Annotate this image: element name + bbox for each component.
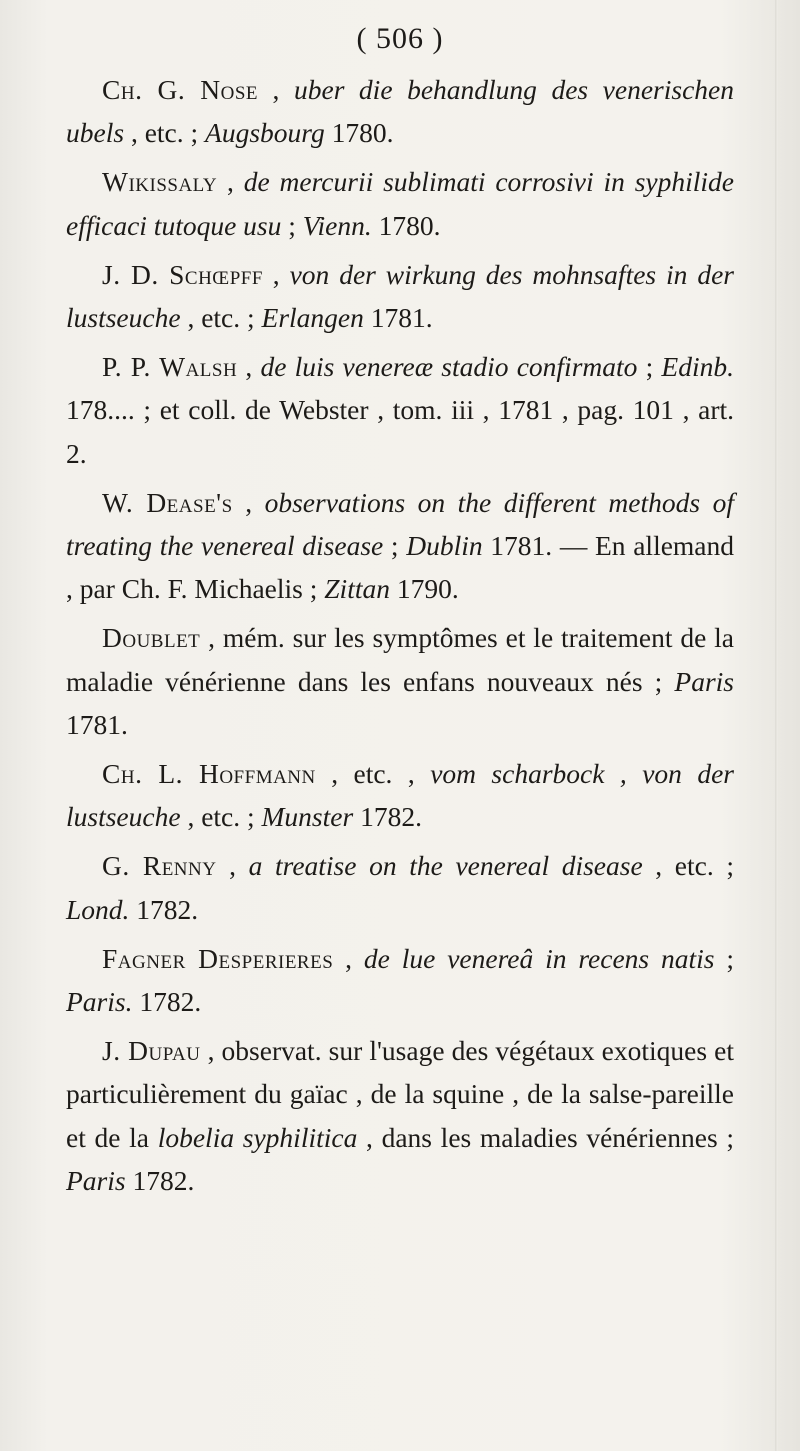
page-number: ( 506 )	[356, 22, 444, 55]
entry-year: 1781. — En allemand , par Ch. F. Michaelis ;	[66, 530, 735, 605]
entry-author: G. Renny	[102, 850, 217, 882]
entry-title: von der wirkung des mohnsaftes in der lustseuche	[66, 258, 734, 334]
entry-detail: , etc. ;	[124, 117, 206, 149]
entry-year: 1782.	[129, 893, 199, 925]
entry-year: 178.... ; et coll. de Webster , tom. iii , 1781 , pag. 101 , art. 2.	[66, 394, 734, 469]
entry-place: Dublin	[406, 530, 483, 562]
entry-place: Paris	[66, 1164, 126, 1196]
bibliography-text	[66, 68, 734, 1208]
bibliography-entry	[66, 253, 734, 339]
entry-detail: observat. sur l'usage des végétaux exotiques et particulièrement du gaïac , de la squine , de la salse-pareille et de la	[66, 1035, 734, 1153]
entry-detail: ;	[637, 351, 662, 383]
entry-place: Paris.	[66, 986, 133, 1018]
entry-year: 1781.	[66, 708, 128, 740]
entry-separator: ,	[258, 74, 294, 105]
entry-place: Paris	[674, 665, 734, 697]
bibliography-entry	[66, 68, 734, 154]
entry-year: 1780.	[324, 117, 394, 149]
entry-author: Wikissaly	[102, 166, 218, 198]
entry-title: de luis venereæ stadio confirmato	[260, 351, 638, 383]
entry-place: Lond.	[66, 893, 130, 925]
entry-place: Edinb.	[661, 351, 734, 383]
entry-author: W. Dease's	[102, 486, 233, 518]
bibliography-entry	[66, 937, 734, 1023]
entry-year: 1781.	[363, 302, 433, 334]
bibliography-entry	[66, 1029, 734, 1202]
entry-year: 1782.	[125, 1164, 195, 1196]
entry-author: P. P. Walsh	[102, 351, 238, 383]
page-gutter	[775, 0, 778, 1451]
entry-detail: ;	[383, 530, 407, 562]
entry-author: J. Dupau	[102, 1035, 201, 1067]
entry-detail: ;	[714, 942, 735, 974]
entry-title-2: lobelia syphilitica	[157, 1121, 358, 1153]
entry-detail: ;	[281, 209, 303, 241]
entry-detail-2: , dans les maladies vénériennes ;	[357, 1121, 734, 1153]
entry-separator: ,	[200, 1035, 222, 1067]
entry-place-2: Zittan	[324, 573, 390, 605]
entry-place: Erlangen	[261, 302, 364, 334]
entry-year: 1780.	[371, 209, 441, 241]
entry-year-2: 1790.	[389, 573, 459, 605]
entry-place: Augsbourg	[205, 117, 325, 149]
entry-author: Doublet	[102, 622, 201, 654]
bibliography-entry	[66, 481, 734, 611]
entry-title: a treatise on the venereal disease	[248, 850, 643, 882]
entry-place: Munster	[261, 801, 354, 833]
entry-place: Vienn.	[302, 209, 372, 241]
entry-author: Fagner Desperieres	[102, 942, 334, 974]
entry-separator: ,	[217, 166, 244, 198]
entry-detail: , etc. ;	[180, 801, 262, 833]
bibliography-entry	[66, 160, 734, 246]
entry-separator: ,	[237, 351, 261, 383]
entry-year: 1782.	[132, 986, 202, 1018]
entry-title: observations on the different methods of treating the venereal disease	[66, 486, 734, 562]
entry-year: 1782.	[353, 801, 422, 833]
entry-separator: ,	[216, 850, 249, 882]
entry-title: de mercurii sublimati corrosivi in syphilide efficaci tutoque usu	[66, 166, 735, 241]
entry-detail: mém. sur les symptômes et le traitement de la maladie vénérienne dans les enfans nouveaux nés ;	[66, 622, 734, 697]
entry-title: uber die behandlung des venerischen ubels	[66, 74, 734, 149]
entry-separator: ,	[200, 622, 223, 654]
entry-detail: , etc. ;	[642, 850, 734, 882]
entry-detail: , etc. ;	[180, 302, 262, 334]
entry-author: Ch. G. Nose	[102, 74, 259, 105]
bibliography-entry	[66, 844, 734, 930]
entry-author: J. D. Schœpff	[102, 258, 263, 290]
entry-separator: ,	[333, 942, 364, 974]
entry-separator: ,	[232, 486, 265, 518]
bibliography-entry	[66, 616, 734, 746]
entry-separator: ,	[262, 258, 290, 290]
bibliography-entry	[66, 345, 734, 475]
entry-title: vom scharbock , von der lustseuche	[66, 758, 735, 833]
entry-separator: , etc. ,	[315, 758, 431, 790]
entry-author: Ch. L. Hoffmann	[102, 758, 316, 790]
bibliography-entry	[66, 752, 734, 838]
entry-title: de lue venereâ in recens natis	[363, 942, 715, 974]
